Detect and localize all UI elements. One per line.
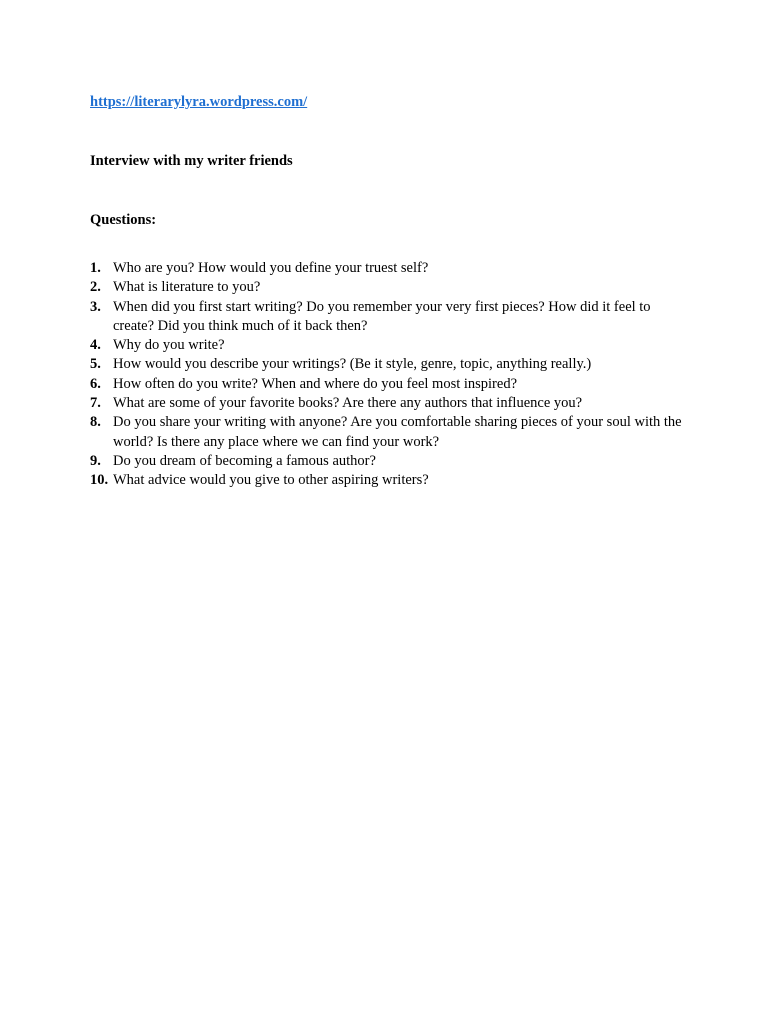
question-item (90, 336, 690, 355)
document-title: Interview with my writer friends (90, 153, 293, 169)
questions-label: Questions: (90, 212, 157, 228)
question-list (90, 259, 690, 491)
question-text: Do you dream of becoming a famous author? (113, 452, 376, 469)
question-text: What are some of your favorite books? Are there any authors that influence you? (113, 395, 583, 412)
question-item (90, 394, 690, 413)
question-item (90, 413, 690, 452)
question-text: When did you first start writing? Do you remember your very first pieces? How did it feel to create? Did you think much of it back then? (113, 298, 651, 334)
question-item (90, 298, 690, 337)
question-text: Do you share your writing with anyone? Are you comfortable sharing pieces of your soul with the world? Is there any place where we can find your work? (113, 414, 682, 450)
question-number: 9. (90, 452, 101, 469)
question-item (90, 355, 690, 374)
blog-link[interactable]: https://literarylyra.wordpress.com/ (90, 94, 308, 110)
question-text: What advice would you give to other aspiring writers? (113, 472, 429, 489)
question-text: Who are you? How would you define your truest self? (113, 260, 429, 276)
question-number: 1. (90, 260, 101, 276)
question-text: How would you describe your writings? (Be it style, genre, topic, anything really.) (113, 356, 592, 373)
question-number: 7. (90, 395, 101, 412)
question-number: 4. (90, 337, 101, 354)
question-number: 5. (90, 356, 101, 373)
question-number: 8. (90, 414, 101, 431)
question-text: Why do you write? (113, 337, 225, 354)
question-text: How often do you write? When and where do you feel most inspired? (113, 375, 518, 392)
question-item (90, 471, 690, 490)
question-item (90, 375, 690, 394)
question-number: 3. (90, 298, 101, 315)
question-number: 10. (90, 472, 109, 489)
question-item (90, 259, 690, 278)
question-text: What is literature to you? (113, 279, 261, 296)
question-item (90, 452, 690, 471)
question-item (90, 278, 690, 297)
question-number: 6. (90, 375, 101, 392)
question-number: 2. (90, 279, 101, 296)
